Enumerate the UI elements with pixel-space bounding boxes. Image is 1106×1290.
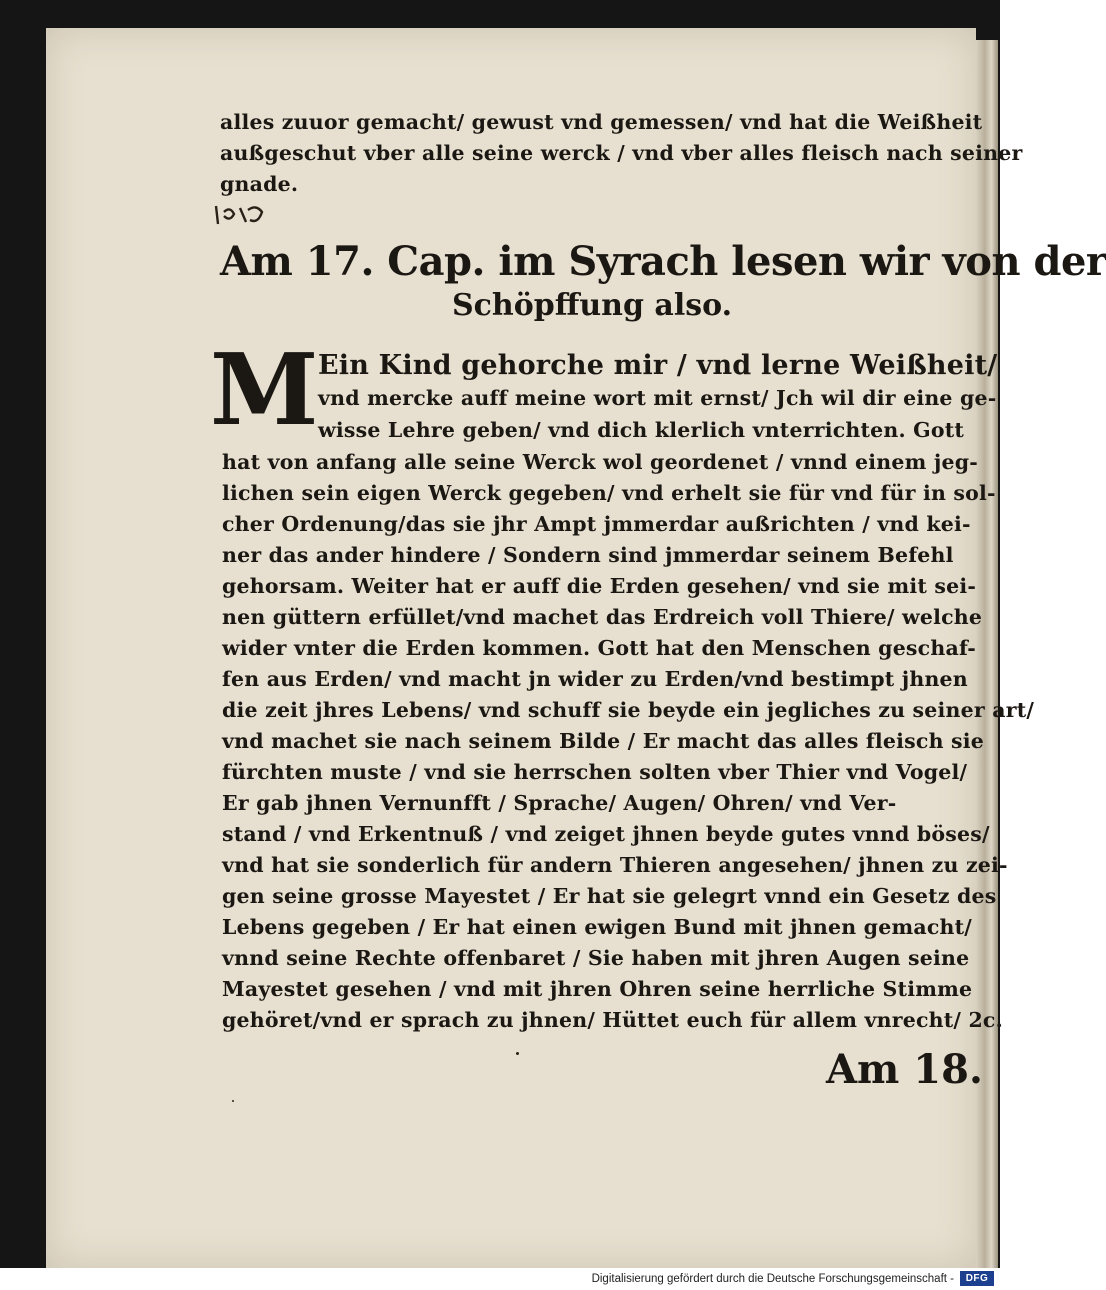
body-line-19: Lebens gegeben / Er hat einen ewigen Bund mit jhnen gemacht/ (222, 915, 972, 939)
body-line-2: vnd mercke auff meine wort mit ernst/ Jch wil dir eine ge- (318, 386, 997, 410)
ink-speck (232, 1100, 234, 1102)
chapter-subheading: Schöpffung also. (452, 288, 733, 323)
ink-speck (516, 1052, 519, 1055)
body-line-3: wisse Lehre geben/ vnd dich klerlich vnterrichten. Gott (318, 418, 965, 442)
body-line-21: Mayestet gesehen / vnd mit jhren Ohren seine herrliche Stimme (222, 977, 973, 1001)
drop-cap: M (210, 333, 319, 448)
body-line-22: gehöret/vnd er sprach zu jhnen/ Hüttet euch für allem vnrecht/ 2c. (222, 1008, 1003, 1032)
body-line-6: cher Ordenung/das sie jhr Ampt jmmerdar außrichten / vnd kei- (222, 512, 971, 536)
body-line-13: vnd machet sie nach seinem Bilde / Er macht das alles fleisch sie (222, 729, 984, 753)
catchword: Am 18. (826, 1046, 983, 1093)
body-line-18: gen seine grosse Mayestet / Er hat sie gelegrt vnnd ein Gesetz des (222, 884, 997, 908)
body-line-11: fen aus Erden/ vnd macht jn wider zu Erden/vnd bestimpt jhnen (222, 667, 968, 691)
chapter-heading: Am 17. Cap. im Syrach lesen wir von der (220, 238, 1106, 285)
body-line-14: fürchten muste / vnd sie herrschen solten vber Thier vnd Vogel/ (222, 760, 968, 784)
body-line-9: nen güttern erfüllet/vnd machet das Erdreich voll Thiere/ welche (222, 605, 983, 629)
top-line-1: alles zuuor gemacht/ gewust vnd gemessen/ vnd hat die Weißheit (220, 110, 983, 134)
body-line-17: vnd hat sie sonderlich für andern Thieren angesehen/ jhnen zu zei- (222, 853, 1008, 877)
body-line-15: Er gab jhnen Vernunfft / Sprache/ Augen/ Ohren/ vnd Ver- (222, 791, 897, 815)
ornament-mark (212, 202, 272, 228)
body-line-4: hat von anfang alle seine Werck wol geordenet / vnnd einem jeg- (222, 450, 978, 474)
body-line-5: lichen sein eigen Werck gegeben/ vnd erhelt sie für vnd für in sol- (222, 481, 996, 505)
body-line-8: gehorsam. Weiter hat er auff die Erden gesehen/ vnd sie mit sei- (222, 574, 977, 598)
dfg-logo-icon: DFG (960, 1271, 994, 1286)
body-line-12: die zeit jhres Lebens/ vnd schuff sie beyde ein jegliches zu seiner art/ (222, 698, 1035, 722)
body-line-1: Ein Kind gehorche mir / vnd lerne Weißheit/ (318, 350, 998, 381)
top-line-2: außgeschut vber alle seine werck / vnd vber alles fleisch nach seiner (220, 141, 1023, 165)
footer-credit: Digitalisierung gefördert durch die Deutsche Forschungsgemeinschaft - (591, 1273, 954, 1285)
body-line-16: stand / vnd Erkentnuß / vnd zeiget jhnen beyde gutes vnnd böses/ (222, 822, 990, 846)
top-line-3: gnade. (220, 172, 299, 196)
body-line-10: wider vnter die Erden kommen. Gott hat den Menschen geschaf- (222, 636, 976, 660)
body-line-7: ner das ander hindere / Sondern sind jmmerdar seinem Befehl (222, 543, 954, 567)
body-line-20: vnnd seine Rechte offenbaret / Sie haben mit jhren Augen seine (222, 946, 970, 970)
